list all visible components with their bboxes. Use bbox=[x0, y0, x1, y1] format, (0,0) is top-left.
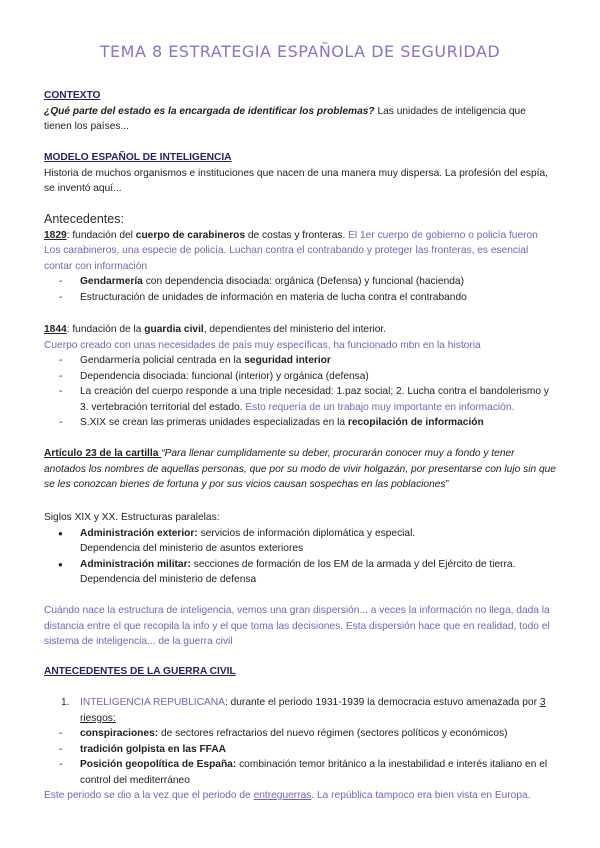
list-item-bold: tradición golpista en las FFAA bbox=[80, 743, 227, 755]
closing-text-b: . La república tampoco era bien vista en Europa. bbox=[311, 790, 531, 801]
text-1844-bold: guardia civil bbox=[144, 324, 204, 335]
modelo-section bbox=[44, 150, 556, 197]
contexto-rest: Las unidades de inteligencia que tienen los países... bbox=[44, 105, 526, 132]
contexto-question: ¿Qué parte del estado es la encargada de identificar los problemas? bbox=[44, 105, 375, 117]
rep-number: 3 bbox=[539, 697, 546, 708]
note-1844: Cuerpo creado con unas necesidades de país muy específicas, ha funcionado mbn en la historia bbox=[44, 339, 481, 351]
list-item-bold: seguridad interior bbox=[244, 355, 331, 366]
paragraph-1829 bbox=[44, 228, 556, 275]
list-item-bold: recopilación de información bbox=[347, 417, 484, 428]
list-item-text: secciones de formación de los EM de la armada y del Ejército de tierra. bbox=[190, 558, 516, 570]
list-item-text: Gendarmería policial centrada en la bbox=[80, 355, 245, 366]
list-item-sub: Dependencia del ministerio de asuntos exteriores bbox=[80, 543, 304, 554]
rep-text: : durante el periodo 1931-1939 la democracia estuvo amenazada por bbox=[224, 697, 540, 708]
guerra-heading-block bbox=[44, 664, 556, 680]
text-1844-b: , dependientes del ministerio del interior. bbox=[203, 324, 387, 335]
dispersion-paragraph: Cuándo nace la estructura de inteligencia, vemos una gran dispersión... a veces la información no llega, dada la distancia entre el que recopila la info y el que toma las decisiones. Esta dispersión hace que en realidad, todo el sistema de inteligencia... de la guerra civil bbox=[44, 605, 550, 647]
closing-underlined: entreguerras bbox=[253, 790, 312, 801]
list-item bbox=[44, 557, 556, 588]
list-item-text: Dependencia disociada: funcional (interior) y orgánica (defensa) bbox=[80, 370, 369, 382]
list-item-bold: Gendarmería bbox=[80, 276, 143, 287]
list-1844 bbox=[44, 353, 556, 431]
page-title: TEMA 8 ESTRATEGIA ESPAÑOLA DE SEGURIDAD bbox=[99, 42, 501, 61]
siglos-section bbox=[44, 510, 556, 588]
list-item-note: Esto requería de un trabajo muy importante en información. bbox=[245, 401, 515, 413]
text-1844-a: : fundación de la bbox=[66, 324, 145, 335]
articulo-quote: “Para llenar cumplidamente su deber, procurarán conocer muy a fondo y tener anotados los nombres de aquellas personas, que por su modo de vivir holgazán, por presentarse con lujo sin que se les conozcan bienes de fortuna y por sus vicios causan sospechas en las poblaciones bbox=[44, 448, 556, 490]
paragraph-1844 bbox=[44, 322, 556, 338]
list-item-bold: Administración exterior: bbox=[80, 527, 198, 539]
year-1844: 1844 bbox=[44, 324, 67, 335]
list-item-text: combinación temor británico a la inestabilidad e interés italiano en el control del mediterráneo bbox=[80, 759, 548, 786]
contexto-heading: CONTEXTO bbox=[44, 90, 101, 101]
list-item-bold: Posición geopolítica de España: bbox=[80, 759, 237, 770]
note-1829: El 1er cuerpo de gobierno o policía fueron Los carabineros, una especie de policía. Luchan contra el contrabando y proteger las fronteras, es esencial contar con información bbox=[44, 229, 538, 272]
rep-riesgos: riesgos: bbox=[80, 712, 116, 724]
list-item-sub: Dependencia del ministerio de defensa bbox=[80, 574, 257, 585]
guerra-numbered-list bbox=[44, 695, 556, 726]
list-item-bold: conspiraciones: bbox=[80, 728, 159, 739]
riesgos-list bbox=[44, 726, 556, 788]
list-item-text: servicios de información diplomática y especial. bbox=[197, 527, 416, 539]
list-item-text: de sectores refractarios del nuevo régimen (sectores políticos y económicos) bbox=[158, 728, 508, 739]
antecedentes-section bbox=[44, 212, 556, 305]
contexto-text bbox=[44, 104, 556, 135]
contexto-section bbox=[44, 88, 556, 135]
list-item bbox=[44, 726, 556, 742]
list-1829 bbox=[44, 274, 556, 305]
list-item bbox=[44, 384, 556, 415]
list-item bbox=[44, 526, 556, 557]
list-item-text: La creación del cuerpo responde a una triple necesidad: 1.paz social; 2. Lucha contra el bandolerismo y 3. vertebración territorial del estado. bbox=[80, 386, 549, 413]
siglos-intro: Siglos XIX y XX. Estructuras paralelas: bbox=[44, 512, 220, 523]
text-1829-a: : fundación del bbox=[66, 229, 136, 241]
list-item bbox=[44, 353, 556, 369]
list-item bbox=[44, 369, 556, 385]
guerra-heading: ANTECEDENTES DE LA GUERRA CIVIL bbox=[44, 666, 236, 677]
list-item bbox=[44, 757, 556, 788]
antecedentes-heading: Antecedentes: bbox=[44, 212, 124, 226]
text-1829-bold: cuerpo de carabineros bbox=[135, 229, 246, 241]
articulo-label: Artículo 23 de la cartilla bbox=[44, 448, 162, 459]
articulo-paragraph bbox=[44, 446, 556, 493]
siglos-list bbox=[44, 526, 556, 588]
articulo-close-quote: ” bbox=[445, 479, 449, 490]
modelo-heading: MODELO ESPAÑOL DE INTELIGENCIA bbox=[44, 152, 232, 163]
modelo-text: Historia de muchos organismos e instituciones que nacen de una manera muy dispersa. La profesión del espía, se inventó aquí... bbox=[44, 167, 549, 194]
section-1844 bbox=[44, 322, 556, 431]
list-item-text: con dependencia disociada: orgánica (Defensa) y funcional (hacienda) bbox=[142, 276, 464, 287]
list-item-text: Estructuración de unidades de información en materia de lucha contra el contrabando bbox=[80, 291, 467, 303]
list-item bbox=[44, 274, 556, 290]
list-item bbox=[44, 742, 556, 758]
item-number: 1. bbox=[61, 697, 70, 708]
list-item bbox=[44, 290, 556, 306]
rep-label: INTELIGENCIA REPUBLICANA bbox=[80, 697, 225, 708]
list-item-text: S.XIX se crean las primeras unidades especializadas en la bbox=[80, 417, 348, 428]
articulo-23 bbox=[44, 446, 556, 493]
closing-paragraph bbox=[44, 788, 556, 804]
closing-text-a: Este periodo se dio a la vez que el periodo de bbox=[44, 790, 254, 801]
guerra-section bbox=[44, 695, 556, 804]
list-item bbox=[44, 415, 556, 431]
year-1829: 1829 bbox=[44, 229, 67, 241]
numbered-item bbox=[44, 695, 556, 726]
list-item-bold: Administración militar: bbox=[80, 558, 191, 570]
text-1829-b: de costas y fronteras. bbox=[245, 229, 349, 241]
